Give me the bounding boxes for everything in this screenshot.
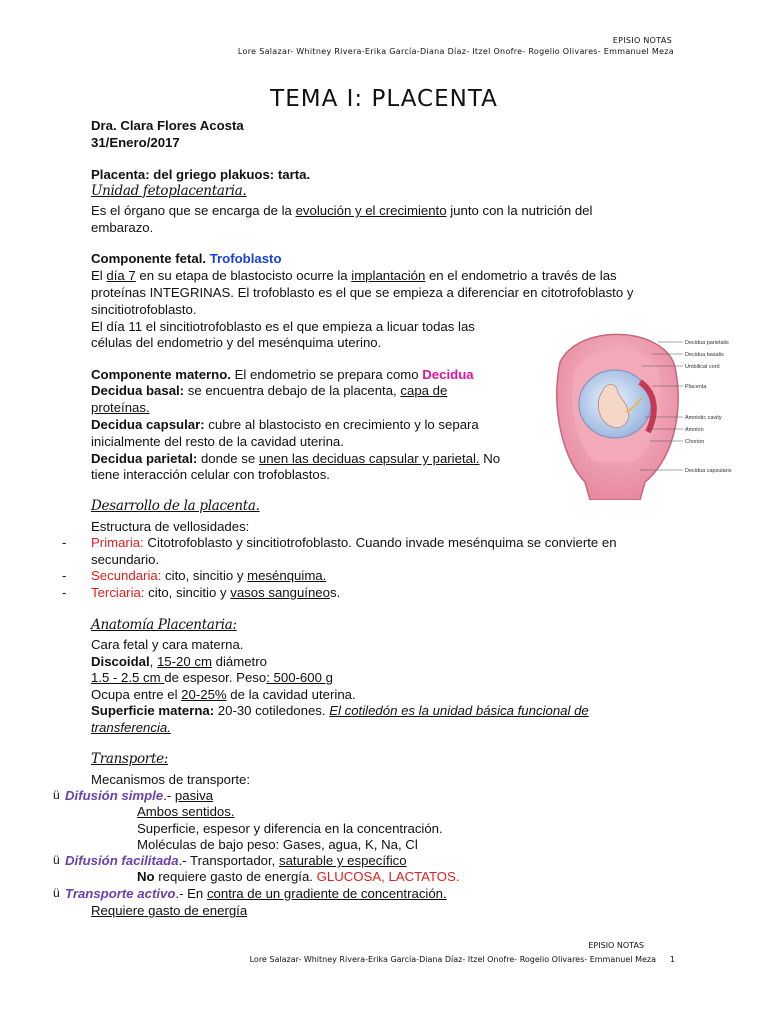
transporte-intro: Mecanismos de transporte: [91, 772, 251, 787]
decidua-parietal: Decidua parietal: donde se unen las deciduas capsular y parietal. No [91, 451, 501, 466]
fetal-heading: Componente fetal. Trofoblasto [91, 251, 282, 266]
decidua-parietal-2: tiene interacción celular con trofoblastos. [91, 467, 330, 482]
anatomia-line-1: Cara fetal y cara materna. [91, 637, 244, 652]
footer-authors: Lore Salazar- Whitney Rivera-Erika García-Diana Díaz- Itzel Onofre- Rogelio Olivares- Emmanuel Meza [249, 955, 656, 964]
decidua-basal-2: proteínas. [91, 400, 150, 415]
transporte-activo: Transporte activo.- En contra de un gradiente de concentración. [65, 886, 447, 901]
unidad-line-1: Es el órgano que se encarga de la evolución y el crecimiento junto con la nutrición del [91, 203, 593, 218]
difusion-simple-2: Ambos sentidos. [137, 804, 235, 819]
difusion-simple-3: Superficie, espesor y diferencia en la concentración. [137, 821, 443, 836]
fig-label-decidua-capsularis: Decidua capsularis [685, 468, 732, 474]
footer-label: EPISIO NOTAS [588, 941, 644, 950]
anatomia-line-5: Superficie materna: 20-30 cotiledones. El cotiledón es la unidad básica funcional de [91, 703, 589, 718]
fig-label-decidua-basalis: Decidua basalis [685, 352, 724, 358]
decidua-basal: Decidua basal: se encuentra debajo de la placenta, capa de [91, 383, 448, 398]
difusion-simple: Difusión simple.- pasiva [65, 788, 214, 803]
transporte-activo-2: Requiere gasto de energía [91, 903, 248, 918]
date: 31/Enero/2017 [91, 135, 180, 150]
header-label: EPISIO NOTAS [612, 36, 672, 45]
section-heading-transporte: Transporte: [91, 751, 169, 767]
anatomia-line-2: Discoidal, 15-20 cm diámetro [91, 654, 267, 669]
fig-label-amniotic-cavity: Amniotic cavity [685, 415, 722, 421]
fig-label-chorion: Chorion [685, 439, 705, 445]
fetal-line-5: células del endometrio y del mesénquima uterino. [91, 335, 382, 350]
bullet-dash: - [62, 568, 67, 583]
check-mark: ü [53, 788, 60, 802]
header-authors: Lore Salazar- Whitney Rivera-Erika García-Diana Díaz- Itzel Onofre- Rogelio Olivares- Emmanuel Meza [237, 47, 674, 56]
fetal-line-1: El día 7 en su etapa de blastocisto ocurre la implantación en el endometrio a través de las [91, 268, 617, 283]
check-mark: ü [53, 853, 60, 867]
fig-label-amnion: Amnion [685, 427, 704, 433]
anatomia-line-4: Ocupa entre el 20-25% de la cavidad uterina. [91, 687, 356, 702]
unidad-line-2: embarazo. [91, 220, 154, 235]
fig-label-umbilical-cord: Umbilical cord [685, 364, 720, 370]
section-heading-unidad: Unidad fetoplacentaria. [91, 183, 247, 199]
bullet-dash: - [62, 585, 67, 600]
fetal-line-3: sincitiotrofoblasto. [91, 302, 197, 317]
decidua-capsular: Decidua capsular: cubre al blastocisto en crecimiento y lo separa [91, 417, 479, 432]
fig-label-placenta: Placenta [685, 384, 707, 390]
desarrollo-primaria-cont: secundario. [91, 552, 160, 567]
uterus-diagram [540, 322, 734, 500]
desarrollo-primaria: Primaria: Citotrofoblasto y sincitiotrofoblasto. Cuando invade mesénquima se convierte en [91, 535, 617, 550]
check-mark: ü [53, 886, 60, 900]
bullet-dash: - [62, 535, 67, 550]
desarrollo-intro: Estructura de vellosidades: [91, 519, 250, 534]
anatomia-line-6: transferencia. [91, 720, 171, 735]
fig-label-decidua-parietalis: Decidua parietalis [685, 340, 729, 346]
page-title: TEMA I: PLACENTA [270, 86, 498, 112]
anatomia-line-3: 1.5 - 2.5 cm de espesor. Peso: 500-600 g [91, 670, 333, 685]
fetal-line-4: El día 11 el sincitiotrofoblasto es el que empieza a licuar todas las [91, 319, 475, 334]
doctor-name: Dra. Clara Flores Acosta [91, 118, 244, 133]
difusion-facilitada: Difusión facilitada.- Transportador, saturable y específico [65, 853, 407, 868]
desarrollo-secundaria: Secundaria: cito, sincitio y mesénquima. [91, 568, 327, 583]
decidua-capsular-2: inicialmente del resto de la cavidad uterina. [91, 434, 344, 449]
difusion-facilitada-2: No requiere gasto de energía. GLUCOSA, LACTATOS. [137, 869, 460, 884]
page-number: 1 [669, 955, 675, 964]
fetal-line-2: proteínas INTEGRINAS. El trofoblasto es el que se empieza a diferenciar en citotrofoblasto y [91, 285, 634, 300]
section-heading-anatomia: Anatomía Placentaria: [91, 617, 237, 633]
materno-heading: Componente materno. El endometrio se prepara como Decidua [91, 367, 474, 382]
section-heading-desarrollo: Desarrollo de la placenta. [91, 498, 260, 514]
difusion-simple-4: Moléculas de bajo peso: Gases, agua, K, Na, Cl [137, 837, 418, 852]
desarrollo-terciaria: Terciaria: cito, sincitio y vasos sanguíneos. [91, 585, 341, 600]
etymology: Placenta: del griego plakuos: tarta. [91, 167, 311, 182]
